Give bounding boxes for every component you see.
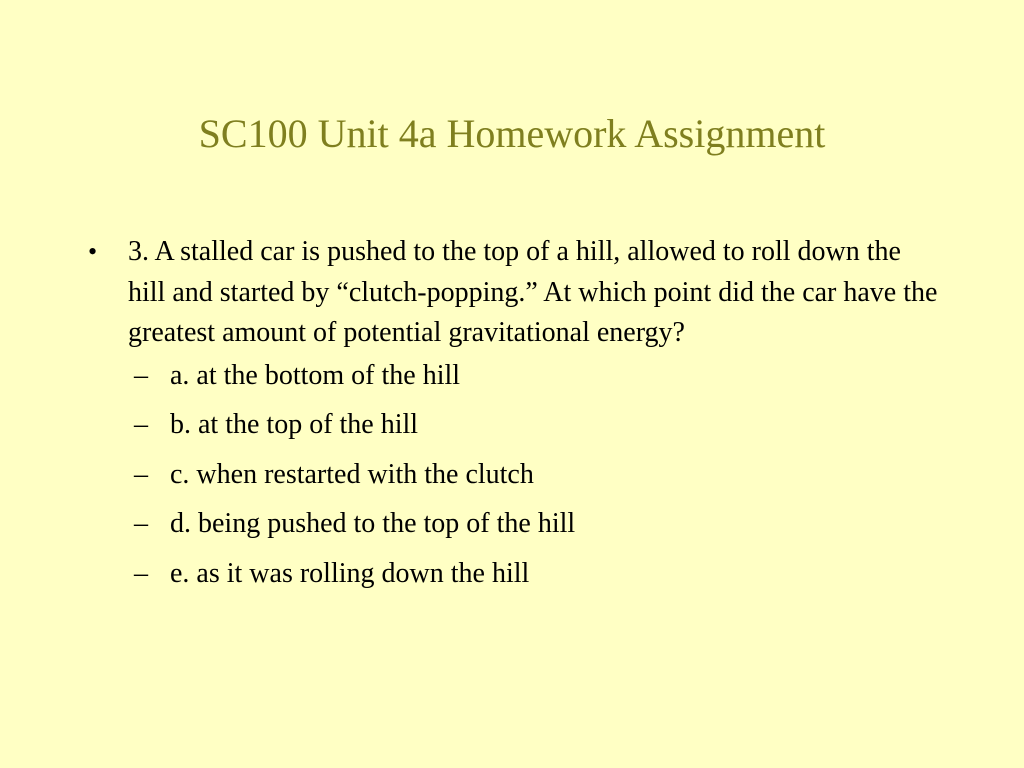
question-item bbox=[86, 232, 966, 354]
answer-option-d bbox=[134, 504, 966, 554]
dash-icon: – bbox=[134, 557, 148, 589]
bullet-icon: • bbox=[88, 237, 98, 266]
answer-option-text: d. being pushed to the top of the hill bbox=[170, 508, 576, 539]
dash-icon: – bbox=[134, 409, 148, 440]
slide-title: SC100 Unit 4a Homework Assignment bbox=[198, 111, 826, 156]
dash-icon: – bbox=[134, 458, 148, 490]
question-text: 3. A stalled car is pushed to the top of a hill, allowed to roll down the hill and started by “clutch-popping.” At which point did the car have the greatest amount of potential gravitational energy? bbox=[128, 236, 938, 348]
dash-icon: – bbox=[134, 359, 148, 391]
slide-body bbox=[86, 232, 966, 603]
answer-option-a bbox=[134, 356, 966, 406]
answer-option-e bbox=[134, 554, 966, 604]
answer-option-b bbox=[134, 405, 966, 455]
dash-icon: – bbox=[134, 508, 148, 539]
answer-option-c bbox=[134, 455, 966, 505]
answer-option-text: e. as it was rolling down the hill bbox=[170, 557, 530, 589]
answer-option-text: c. when restarted with the clutch bbox=[170, 458, 534, 490]
answer-option-text: b. at the top of the hill bbox=[170, 409, 419, 440]
answer-option-text: a. at the bottom of the hill bbox=[170, 359, 461, 391]
answer-options bbox=[86, 356, 966, 604]
